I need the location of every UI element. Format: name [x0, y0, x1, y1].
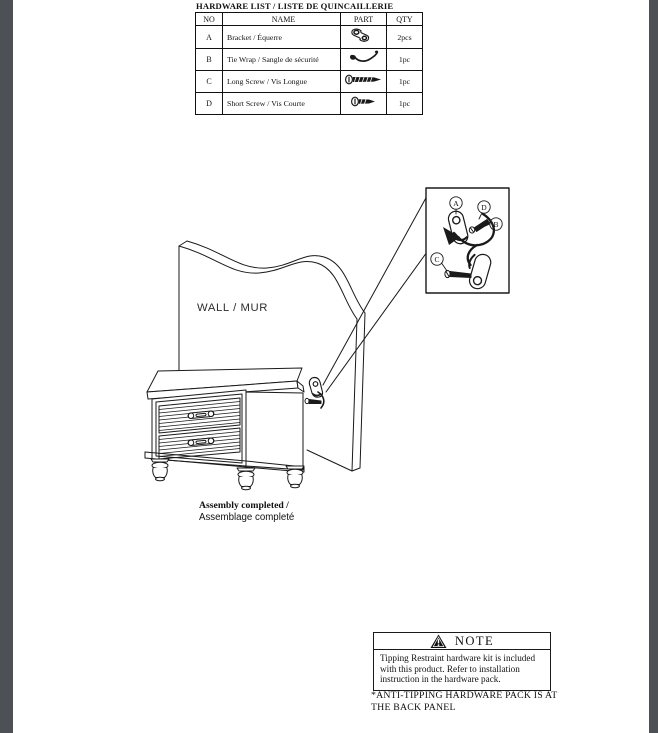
note-title: NOTE: [454, 633, 495, 648]
hardware-table: [195, 12, 423, 115]
row-part: [341, 26, 387, 49]
wall-bracket-drawing: [305, 378, 324, 409]
table-row: [196, 93, 423, 115]
svg-text:D: D: [481, 202, 487, 212]
row-part: [341, 49, 387, 71]
row-qty: 1pc: [387, 49, 423, 71]
svg-text:B: B: [493, 219, 499, 229]
row-no: C: [196, 71, 223, 93]
assembly-diagram: [130, 165, 550, 545]
row-no: D: [196, 93, 223, 115]
row-name: Long Screw / Vis Longue: [223, 71, 341, 93]
svg-text:A: A: [453, 198, 459, 208]
row-qty: 1pc: [387, 93, 423, 115]
hardware-list-title: HARDWARE LIST / LISTE DE QUINCAILLERIE: [196, 1, 394, 11]
row-name: Bracket / Équerre: [223, 26, 341, 49]
table-header-row: [196, 13, 423, 26]
note-box: [373, 632, 551, 691]
row-no: B: [196, 49, 223, 71]
warning-triangle-icon: [430, 634, 447, 649]
wall-label: WALL / MUR: [197, 302, 269, 314]
note-header: [374, 633, 550, 650]
caption-english: Assembly completed /: [199, 500, 289, 511]
row-name: Tie Wrap / Sangle de sécurité: [223, 49, 341, 71]
footnote-line1: *ANTI-TIPPING HARDWARE PACK IS AT: [371, 690, 558, 701]
note-body: Tipping Restraint hardware kit is included with this product. Refer to installation instruction in the hardware pack.: [380, 653, 536, 685]
dresser-foot: [286, 466, 304, 488]
short-screw-icon: [350, 95, 378, 108]
tie-wrap-icon: [348, 50, 380, 65]
long-screw-icon: [344, 73, 384, 86]
header-no: NO: [196, 13, 223, 26]
header-name: NAME: [223, 13, 341, 26]
row-qty: 1pc: [387, 71, 423, 93]
dresser-foot: [151, 459, 169, 481]
row-name: Short Screw / Vis Courte: [223, 93, 341, 115]
detail-callout-box: [426, 188, 509, 293]
dresser-drawing: [145, 368, 304, 490]
anti-tipping-footnote: [371, 690, 557, 713]
footnote-line2: THE BACK PANEL: [371, 701, 456, 713]
callout-leader-lines: [323, 196, 427, 392]
header-qty: QTY: [387, 13, 423, 26]
row-qty: 2pcs: [387, 26, 423, 49]
row-part: [341, 71, 387, 93]
table-row: [196, 71, 423, 93]
dresser-foot: [237, 468, 255, 490]
table-row: [196, 49, 423, 71]
assembly-caption: [199, 500, 294, 523]
caption-french: Assemblage completé: [199, 512, 295, 523]
table-row: [196, 26, 423, 49]
bracket-icon: [349, 26, 379, 43]
row-part: [341, 93, 387, 115]
header-part: PART: [341, 13, 387, 26]
svg-text:C: C: [434, 254, 440, 264]
row-no: A: [196, 26, 223, 49]
